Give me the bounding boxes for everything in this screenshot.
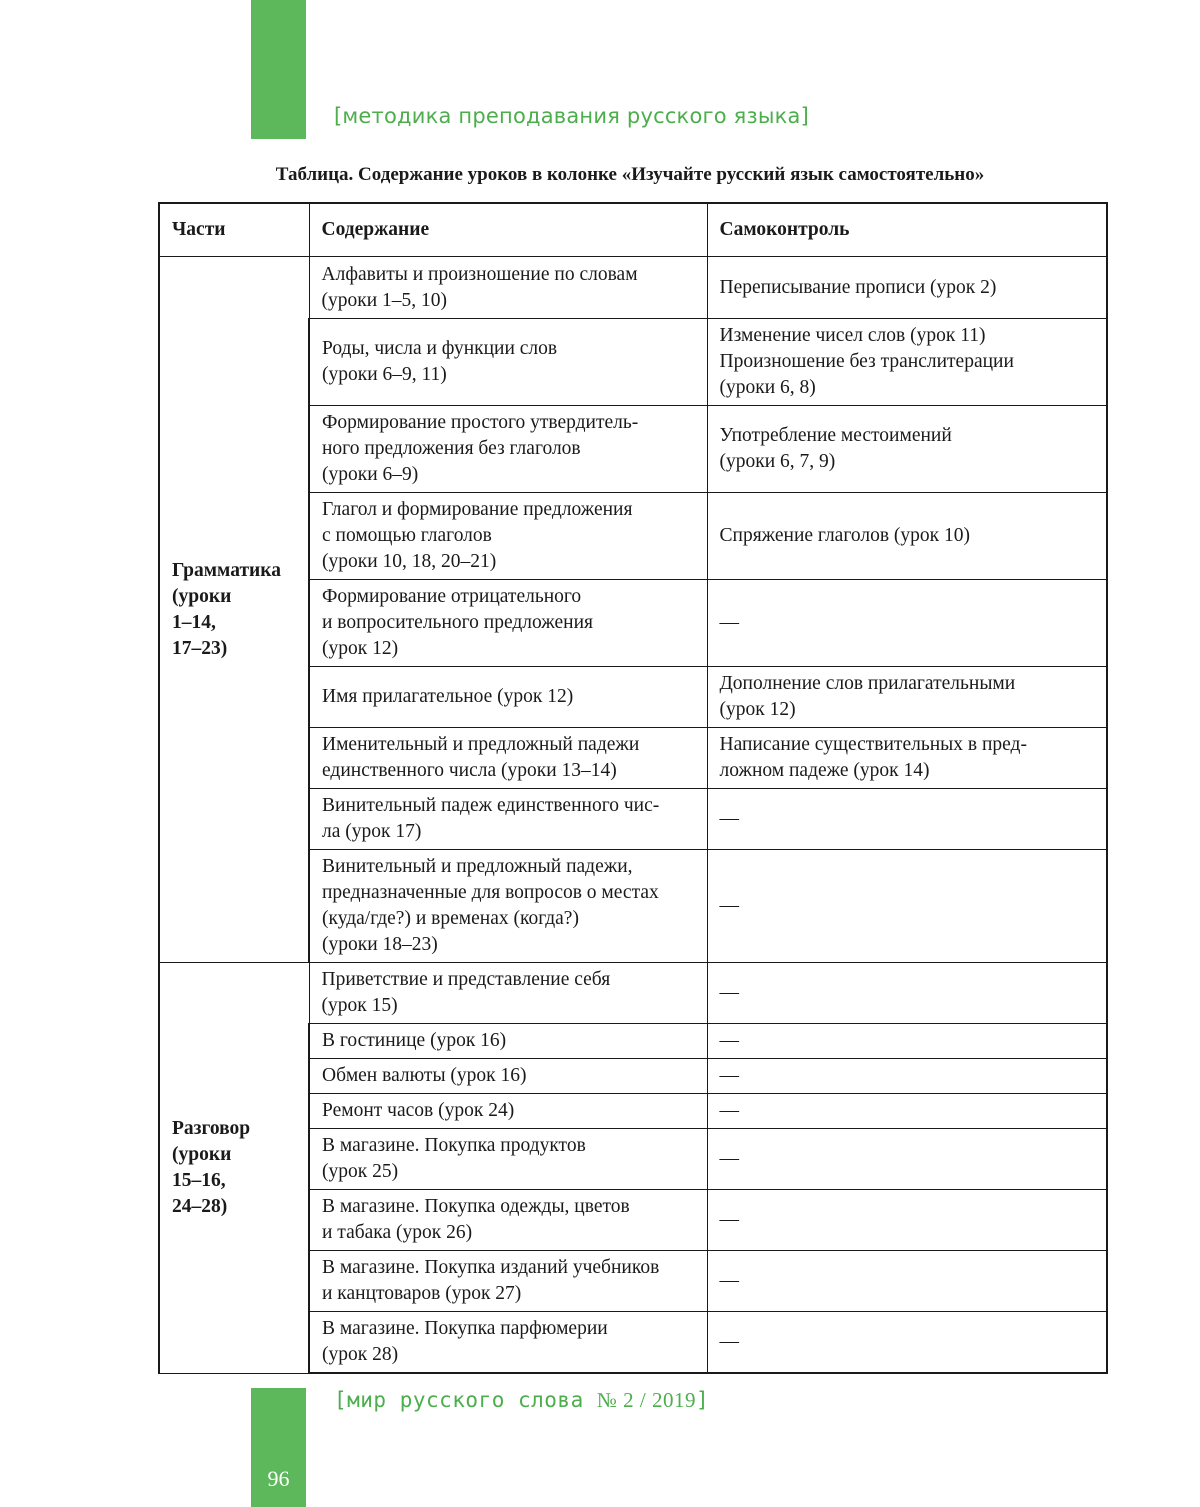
self-control-cell: Дополнение слов прилагательными (урок 12) bbox=[707, 667, 1107, 728]
self-control-cell: — bbox=[707, 1190, 1107, 1251]
self-control-cell: Употребление местоимений (уроки 6, 7, 9) bbox=[707, 406, 1107, 493]
content-cell: В магазине. Покупка одежды, цветов и табака (урок 26) bbox=[309, 1190, 707, 1251]
content-cell: Именительный и предложный падежи единственного числа (уроки 13–14) bbox=[309, 728, 707, 789]
content-cell: В магазине. Покупка парфюмерии (урок 28) bbox=[309, 1312, 707, 1374]
journal-footer bbox=[334, 1388, 709, 1413]
table-row bbox=[159, 257, 1107, 319]
self-control-cell: — bbox=[707, 1094, 1107, 1129]
self-control-cell: — bbox=[707, 580, 1107, 667]
content-cell: Алфавиты и произношение по словам (уроки 1–5, 10) bbox=[309, 257, 707, 319]
table-row bbox=[159, 963, 1107, 1024]
content-cell: Глагол и формирование предложения с помощью глаголов (уроки 10, 18, 20–21) bbox=[309, 493, 707, 580]
table-header-row bbox=[159, 203, 1107, 257]
table-caption: Таблица. Содержание уроков в колонке «Изучайте русский язык самостоятельно» bbox=[275, 164, 985, 185]
self-control-cell: Написание существительных в пред- ложном падеже (урок 14) bbox=[707, 728, 1107, 789]
content-cell: В магазине. Покупка изданий учебников и канцтоваров (урок 27) bbox=[309, 1251, 707, 1312]
content-cell: В гостинице (урок 16) bbox=[309, 1024, 707, 1059]
journal-closing-bracket: ] bbox=[696, 1388, 710, 1412]
journal-title: [мир русского слова bbox=[334, 1388, 597, 1412]
content-cell: Винительный и предложный падежи, предназначенные для вопросов о местах (куда/где?) и временах (когда?) (уроки 18–23) bbox=[309, 850, 707, 963]
running-title: [методика преподавания русского языка] bbox=[334, 104, 809, 128]
self-control-cell: — bbox=[707, 850, 1107, 963]
part-cell: Разговор (уроки 15–16, 24–28) bbox=[159, 963, 309, 1374]
content-cell: Формирование отрицательного и вопросительного предложения (урок 12) bbox=[309, 580, 707, 667]
content-cell: Роды, числа и функции слов (уроки 6–9, 11) bbox=[309, 319, 707, 406]
self-control-cell: — bbox=[707, 1251, 1107, 1312]
content-cell: Формирование простого утвердитель- ного предложения без глаголов (уроки 6–9) bbox=[309, 406, 707, 493]
page-number: 96 bbox=[267, 1466, 290, 1491]
self-control-cell: — bbox=[707, 789, 1107, 850]
content-cell: Имя прилагательное (урок 12) bbox=[309, 667, 707, 728]
lessons-table bbox=[158, 202, 1108, 1374]
content-cell: Приветствие и представление себя (урок 15) bbox=[309, 963, 707, 1024]
header-parts: Части bbox=[159, 203, 309, 257]
content-cell: В магазине. Покупка продуктов (урок 25) bbox=[309, 1129, 707, 1190]
header-content: Содержание bbox=[309, 203, 707, 257]
content-cell: Ремонт часов (урок 24) bbox=[309, 1094, 707, 1129]
green-margin-bar-top bbox=[251, 0, 306, 139]
issue-number: № 2 / 2019 bbox=[596, 1388, 696, 1412]
self-control-cell: — bbox=[707, 1312, 1107, 1374]
self-control-cell: — bbox=[707, 1059, 1107, 1094]
self-control-cell: Переписывание прописи (урок 2) bbox=[707, 257, 1107, 319]
self-control-cell: — bbox=[707, 963, 1107, 1024]
header-self-control: Самоконтроль bbox=[707, 203, 1107, 257]
self-control-cell: Спряжение глаголов (урок 10) bbox=[707, 493, 1107, 580]
content-cell: Обмен валюты (урок 16) bbox=[309, 1059, 707, 1094]
self-control-cell: Изменение чисел слов (урок 11) Произношение без транслитерации (уроки 6, 8) bbox=[707, 319, 1107, 406]
self-control-cell: — bbox=[707, 1024, 1107, 1059]
content-cell: Винительный падеж единственного чис- ла (урок 17) bbox=[309, 789, 707, 850]
self-control-cell: — bbox=[707, 1129, 1107, 1190]
part-cell: Грамматика (уроки 1–14, 17–23) bbox=[159, 257, 309, 963]
